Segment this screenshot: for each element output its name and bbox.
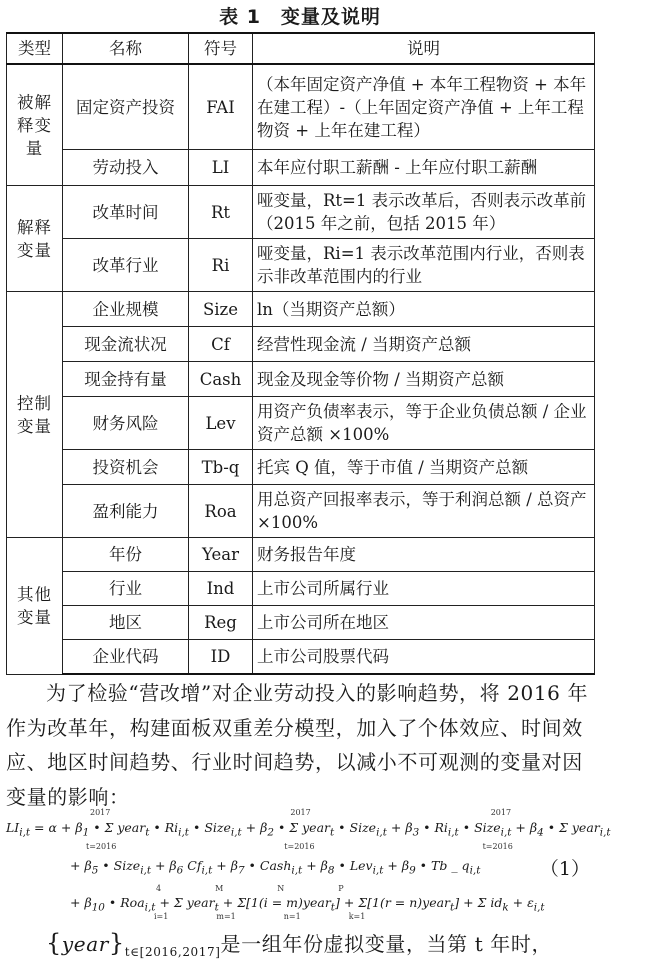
equation-number: （1） bbox=[539, 858, 590, 880]
trailing-text: 是一组年份虚拟变量，当第 t 年时， bbox=[220, 932, 553, 956]
sum-lower: n=1 bbox=[283, 912, 301, 921]
table-row bbox=[7, 292, 595, 327]
var-desc: 哑变量，Ri=1 表示改革范围内行业，否则表示非改革范围内的行业 bbox=[253, 239, 595, 292]
sum-upper: M bbox=[215, 884, 224, 893]
var-symbol: Tb-q bbox=[189, 450, 253, 485]
type-control: 控制变量 bbox=[7, 292, 63, 538]
year-set-symbol: year bbox=[61, 932, 109, 956]
var-name: 地区 bbox=[63, 606, 189, 640]
sum-limits-row-1 bbox=[90, 808, 511, 817]
eq-line2-text: + $\beta_5$ • Size$_{i,t}$ + $\beta_6$ $Cf_{i,t} + \beta_7$ • Cash$_{i,t}$ + $\beta_8$ • $Lev_{i,t} + \beta_9$ • Tb _ $q_{i,t}$ bbox=[70, 858, 481, 877]
var-name: 改革时间 bbox=[63, 186, 189, 239]
var-symbol: ID bbox=[189, 640, 253, 675]
table-title: 表 1 变量及说明 bbox=[219, 6, 381, 28]
var-symbol: FAI bbox=[189, 64, 253, 150]
table-row bbox=[7, 640, 595, 675]
eq-line1-text: $LI_{i,t} = \alpha + \beta_1$ • Σ year$_t$ • $Ri_{i,t}$ • Size$_{i,t}$ + $\beta_2$ • Σ year$_t$ • Size$_{i,t}$ + $\beta_3$ • $Ri_{i,t}$ • Size$_{i,t}$ + $\beta_4$ • Σ year$_{i,t}$ bbox=[6, 820, 611, 839]
var-name: 投资机会 bbox=[63, 450, 189, 485]
var-symbol: Size bbox=[189, 292, 253, 327]
table-row bbox=[7, 150, 595, 186]
var-name: 财务风险 bbox=[63, 397, 189, 450]
var-desc: 上市公司所在地区 bbox=[253, 606, 595, 640]
sum-lower: t=2016 bbox=[284, 842, 315, 851]
type-explained: 被解释变量 bbox=[7, 64, 63, 186]
sum-limits-row-3 bbox=[156, 884, 344, 893]
var-desc: 本年应付职工薪酬 - 上年应付职工薪酬 bbox=[253, 150, 595, 186]
type-other: 其他变量 bbox=[7, 538, 63, 675]
var-desc: 经营性现金流 / 当期资产总额 bbox=[253, 327, 595, 362]
var-desc: 现金及现金等价物 / 当期资产总额 bbox=[253, 362, 595, 397]
header-symbol: 符号 bbox=[189, 33, 253, 64]
var-name: 年份 bbox=[63, 538, 189, 572]
var-symbol: Cash bbox=[189, 362, 253, 397]
var-symbol: Rt bbox=[189, 186, 253, 239]
table-row bbox=[7, 572, 595, 606]
var-desc: （本年固定资产净值 + 本年工程物资 + 本年在建工程）-（上年固定资产净值 + 上年工程物资 + 上年在建工程） bbox=[253, 64, 595, 150]
table-row bbox=[7, 362, 595, 397]
equation-line-3 bbox=[70, 895, 658, 914]
var-name: 企业代码 bbox=[63, 640, 189, 675]
var-name: 现金持有量 bbox=[63, 362, 189, 397]
year-set-subscript: t∈[2016,2017] bbox=[124, 945, 221, 959]
sum-lower: t=2016 bbox=[482, 842, 513, 851]
var-symbol: Reg bbox=[189, 606, 253, 640]
header-name: 名称 bbox=[63, 33, 189, 64]
table-row bbox=[7, 538, 595, 572]
table-row bbox=[7, 239, 595, 292]
var-desc: 上市公司所属行业 bbox=[253, 572, 595, 606]
var-desc: 哑变量，Rt=1 表示改革后，否则表示改革前（2015 年之前，包括 2015 年） bbox=[253, 186, 595, 239]
sum-upper: N bbox=[277, 884, 285, 893]
sum-lower: t=2016 bbox=[86, 842, 117, 851]
var-name: 盈利能力 bbox=[63, 485, 189, 538]
var-desc: 上市公司股票代码 bbox=[253, 640, 595, 675]
sum-upper: P bbox=[338, 884, 344, 893]
table-header-row bbox=[7, 33, 595, 64]
table-row bbox=[7, 397, 595, 450]
sum-upper: 2017 bbox=[290, 808, 311, 817]
sum-lower: k=1 bbox=[348, 912, 366, 921]
table-row bbox=[7, 450, 595, 485]
sum-limits-row-3b bbox=[154, 912, 365, 921]
sum-lower: m=1 bbox=[216, 912, 236, 921]
body-paragraph bbox=[6, 676, 594, 814]
header-type: 类型 bbox=[7, 33, 63, 64]
var-desc: 托宾 Q 值，等于市值 / 当期资产总额 bbox=[253, 450, 595, 485]
sum-upper: 2017 bbox=[90, 808, 111, 817]
var-name: 劳动投入 bbox=[63, 150, 189, 186]
sum-upper: 4 bbox=[156, 884, 162, 893]
paragraph-text: 为了检验“营改增”对企业劳动投入的影响趋势，将 2016 年作为改革年，构建面板双重差分模型，加入了个体效应、时间效应、地区时间趋势、行业时间趋势，以减小不可观测的变量对因变量的影响： bbox=[6, 681, 589, 809]
var-symbol: Lev bbox=[189, 397, 253, 450]
table-row bbox=[7, 485, 595, 538]
var-desc: ln（当期资产总额） bbox=[253, 292, 595, 327]
sum-limits-row-1b bbox=[86, 842, 513, 851]
table-row bbox=[7, 606, 595, 640]
var-desc: 用总资产回报率表示，等于利润总额 / 总资产 ×100% bbox=[253, 485, 595, 538]
var-symbol: Ind bbox=[189, 572, 253, 606]
type-explanatory: 解释变量 bbox=[7, 186, 63, 292]
var-symbol: LI bbox=[189, 150, 253, 186]
var-symbol: Ri bbox=[189, 239, 253, 292]
equation-line-2 bbox=[70, 858, 594, 880]
var-name: 现金流状况 bbox=[63, 327, 189, 362]
sum-lower: i=1 bbox=[154, 912, 169, 921]
table-row bbox=[7, 64, 595, 150]
var-name: 行业 bbox=[63, 572, 189, 606]
var-name: 固定资产投资 bbox=[63, 64, 189, 150]
eq-line3-text: + $\beta_{10}$ • Roa$_{i,t}$ + Σ year$_t$ + Σ[1(i = m)year$_t$] + Σ[1(r = n)year$_t$] + Σ $id_k + \varepsilon_{i,t}$ bbox=[70, 895, 545, 914]
table-row bbox=[7, 186, 595, 239]
var-name: 改革行业 bbox=[63, 239, 189, 292]
header-desc: 说明 bbox=[253, 33, 595, 64]
sum-upper: 2017 bbox=[490, 808, 512, 817]
var-symbol: Year bbox=[189, 538, 253, 572]
var-symbol: Roa bbox=[189, 485, 253, 538]
var-desc: 用资产负债率表示，等于企业负债总额 / 企业资产总额 ×100% bbox=[253, 397, 595, 450]
var-symbol: Cf bbox=[189, 327, 253, 362]
var-desc: 财务报告年度 bbox=[253, 538, 595, 572]
variables-table bbox=[6, 32, 595, 675]
table-row bbox=[7, 327, 595, 362]
equation-line-1 bbox=[6, 820, 611, 839]
trailing-sentence: $\{year\}_{t\in[2016,2017]}$是一组年份虚拟变量，当第 t 年时， bbox=[46, 929, 553, 959]
var-name: 企业规模 bbox=[63, 292, 189, 327]
